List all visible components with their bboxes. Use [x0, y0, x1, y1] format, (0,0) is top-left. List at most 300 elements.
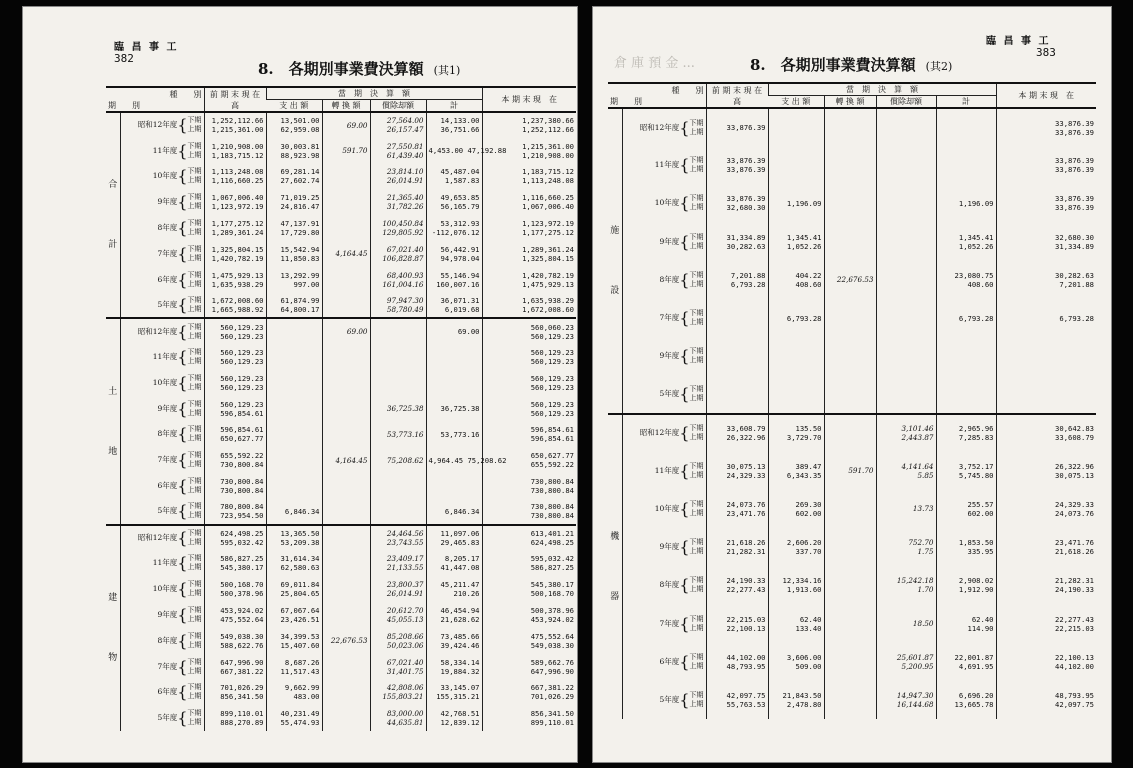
- value-cell: [482, 318, 576, 344]
- upper-half-value: 335.95: [967, 547, 994, 557]
- period-label: [120, 164, 204, 190]
- period-label: [120, 138, 204, 164]
- value-cell: [482, 344, 576, 370]
- lower-half-label: 下: [689, 461, 697, 470]
- half-labels: [690, 156, 704, 174]
- term-label: 期: [194, 167, 202, 176]
- value-cell: [824, 337, 876, 375]
- value-cell: [824, 108, 876, 146]
- value-cell: [706, 184, 768, 222]
- brace-glyph: {: [679, 270, 690, 290]
- lower-half-value: 560,129.23: [530, 399, 574, 409]
- value-cell: [204, 705, 266, 731]
- period-year: 11年度: [152, 558, 178, 568]
- value-cell: [266, 576, 322, 602]
- lower-half-value: 1,289,361.24: [522, 244, 574, 254]
- period-year: 10年度: [152, 377, 178, 387]
- value-cell: [876, 528, 936, 566]
- lower-half-value: 1,672,008.60: [211, 295, 264, 305]
- brace-glyph: {: [679, 537, 690, 557]
- lower-half-value: 33,145.07: [440, 683, 480, 693]
- term-label: 期: [194, 193, 202, 202]
- upper-half-value: 701,026.29: [530, 692, 574, 702]
- value-cell: [936, 337, 996, 375]
- brace-glyph: {: [177, 295, 188, 315]
- lower-half-value: 85,208.66: [386, 631, 424, 641]
- table-row: [106, 628, 576, 654]
- upper-half-value: 596,854.61: [530, 434, 574, 444]
- lower-half-value: 780,800.84: [220, 502, 264, 512]
- value-cell: [266, 267, 322, 293]
- lower-half-value: 4,164.45: [335, 249, 368, 259]
- value-cell: [996, 146, 1096, 184]
- lower-half-value: 2,908.02: [958, 576, 994, 586]
- value-cell: [426, 215, 482, 241]
- period-year: 9年度: [659, 542, 680, 552]
- value-cell: [266, 525, 322, 551]
- lower-half-value: 545,380.17: [530, 580, 574, 590]
- lower-half-value: 69.00: [457, 327, 480, 337]
- expense-header: 支 出 額: [266, 100, 322, 113]
- half-labels: [188, 400, 202, 418]
- value-cell: [706, 452, 768, 490]
- upper-half-label: 上: [187, 538, 195, 547]
- period-label: [622, 681, 706, 719]
- upper-half-label: 上: [187, 382, 195, 391]
- upper-half-value: 647,996.90: [530, 666, 574, 676]
- value-cell: [322, 241, 370, 267]
- lower-half-label: 下: [689, 384, 697, 393]
- lower-half-label: 下: [187, 529, 195, 538]
- upper-half-value: 11,517.43: [280, 666, 320, 676]
- table-row: [608, 337, 1096, 375]
- value-cell: [482, 396, 576, 422]
- period-label: [120, 499, 204, 525]
- term-label: 期: [696, 699, 704, 708]
- lower-half-value: 36,071.31: [440, 295, 480, 305]
- upper-half-label: 上: [187, 357, 195, 366]
- value-cell: [204, 164, 266, 190]
- left-header: 臨 昌 事 工: [114, 42, 179, 53]
- term-label: 期: [194, 408, 202, 417]
- period-year: 昭和12年度: [639, 122, 680, 132]
- lower-half-value: 30,075.13: [726, 461, 766, 471]
- upper-half-value: 133.40: [795, 623, 822, 633]
- half-labels: [188, 709, 202, 727]
- term-label: 期: [194, 253, 202, 262]
- upper-half-value: 12,839.12: [440, 718, 480, 728]
- value-cell: [768, 337, 824, 375]
- right-table-body: [608, 108, 1096, 719]
- value-cell: [370, 422, 426, 448]
- upper-half-value: 26,322.96: [726, 433, 766, 443]
- lower-half-value: 1,215,361.00: [522, 141, 574, 151]
- upper-half-value: 24,190.33: [1055, 585, 1094, 595]
- value-cell: [426, 654, 482, 680]
- value-cell: [322, 473, 370, 499]
- term-label: 期: [696, 393, 704, 402]
- value-cell: [426, 551, 482, 577]
- value-cell: [768, 375, 824, 413]
- half-labels: [188, 554, 202, 572]
- upper-half-value: 624,498.25: [530, 538, 574, 548]
- upper-half-label: 上: [187, 615, 195, 624]
- upper-half-value: 7,201.88: [1059, 279, 1094, 289]
- period-label: [622, 299, 706, 337]
- lower-half-label: 下: [689, 309, 697, 318]
- value-cell: [482, 602, 576, 628]
- period-year: 10年度: [654, 503, 680, 513]
- term-label: 期: [696, 623, 704, 632]
- lower-half-value: 1,177,275.12: [211, 219, 264, 229]
- upper-half-value: 899,110.01: [530, 718, 574, 728]
- value-cell: [482, 164, 576, 190]
- period-year: 9年度: [659, 351, 680, 361]
- period-year: 5年度: [157, 713, 178, 723]
- value-cell: [426, 499, 482, 525]
- value-cell: [370, 654, 426, 680]
- brace-glyph: {: [177, 450, 188, 470]
- value-cell: [876, 414, 936, 452]
- upper-half-label: 上: [187, 692, 195, 701]
- term-label: 期: [696, 499, 704, 508]
- lower-half-label: 下: [187, 631, 195, 640]
- lower-half-value: 13.73: [912, 504, 934, 514]
- table-row: [106, 293, 576, 319]
- value-cell: [322, 680, 370, 706]
- value-cell: [824, 452, 876, 490]
- upper-half-label: 上: [689, 470, 697, 479]
- right-ghost-text: 倉 庫 預 金 ...: [614, 56, 695, 71]
- upper-half-value: 595,032.42: [220, 538, 264, 548]
- value-cell: [266, 164, 322, 190]
- lower-half-value: 22,676.53: [836, 275, 874, 285]
- current-period-header: 當 期 決 算 額: [266, 87, 482, 100]
- upper-half-value: 591.70: [848, 466, 874, 476]
- upper-half-label: 上: [187, 434, 195, 443]
- lower-half-value: 42,768.51: [440, 709, 480, 719]
- period-year: 5年度: [157, 506, 178, 516]
- value-cell: [936, 490, 996, 528]
- half-labels: [690, 385, 704, 403]
- value-cell: [768, 643, 824, 681]
- upper-half-value: 41,447.08: [440, 563, 480, 573]
- upper-half-value: 6,343.35: [786, 470, 822, 480]
- upper-half-value: 586,827.25: [530, 563, 574, 573]
- term-label: 期: [194, 460, 202, 469]
- value-cell: [482, 241, 576, 267]
- upper-half-value: 1,196.09: [958, 198, 994, 208]
- value-cell: [322, 164, 370, 190]
- lower-half-value: 36,725.38: [386, 404, 424, 414]
- lower-half-label: 下: [187, 683, 195, 692]
- total-header: 計: [426, 100, 482, 113]
- table-row: [608, 261, 1096, 299]
- upper-half-label: 上: [689, 547, 697, 556]
- value-cell: [322, 525, 370, 551]
- table-row: [106, 473, 576, 499]
- table-row: [106, 370, 576, 396]
- upper-half-label: 上: [689, 585, 697, 594]
- value-cell: [482, 654, 576, 680]
- value-cell: [322, 551, 370, 577]
- value-cell: [996, 223, 1096, 261]
- lower-half-value: 730,800.84: [530, 477, 574, 487]
- value-cell: [768, 490, 824, 528]
- value-cell: [768, 452, 824, 490]
- lower-half-value: 40,231.49: [280, 709, 320, 719]
- upper-half-value: 29,465.83: [440, 538, 480, 548]
- period-year: 10年度: [152, 171, 178, 181]
- value-cell: [204, 654, 266, 680]
- period-year: 9年度: [157, 197, 178, 207]
- term-label: 期: [696, 309, 704, 318]
- lower-half-value: 69,281.14: [280, 167, 320, 177]
- value-cell: [204, 344, 266, 370]
- lower-half-value: 6,696.20: [958, 690, 994, 700]
- value-cell: [204, 189, 266, 215]
- value-cell: [370, 499, 426, 525]
- upper-half-value: 26,014.91: [386, 176, 424, 186]
- half-labels: [188, 219, 202, 237]
- brace-glyph: {: [177, 218, 188, 238]
- lower-half-value: 55,146.94: [440, 270, 480, 280]
- upper-half-label: 上: [187, 253, 195, 262]
- upper-half-value: 730,800.84: [220, 460, 264, 470]
- upper-half-value: 31,334.89: [1055, 241, 1094, 251]
- table-row: [608, 146, 1096, 184]
- upper-half-value: 114.90: [967, 623, 994, 633]
- value-cell: [322, 293, 370, 319]
- upper-half-value: 21,618.26: [1055, 547, 1094, 557]
- category-label: 機器: [608, 414, 622, 720]
- upper-half-value: 337.70: [795, 547, 822, 557]
- value-cell: [204, 628, 266, 654]
- period-year: 6年度: [659, 656, 680, 666]
- lower-half-label: 下: [689, 614, 697, 623]
- lower-half-value: 23,471.76: [1055, 538, 1094, 548]
- table-row: [106, 344, 576, 370]
- half-labels: [188, 142, 202, 160]
- term-label: 期: [696, 270, 704, 279]
- value-cell: [706, 490, 768, 528]
- lower-half-value: 560,129.23: [220, 322, 264, 332]
- term-label: 期: [194, 116, 202, 125]
- lower-half-value: 15,242.18: [896, 576, 934, 586]
- end-balance-header: 本 期 末 現 在: [996, 83, 1096, 108]
- term-label: 期: [194, 666, 202, 675]
- value-cell: [482, 499, 576, 525]
- upper-half-value: 17,729.80: [280, 228, 320, 238]
- expense-header: 支 出 額: [768, 96, 824, 109]
- period-label: [622, 452, 706, 490]
- table-row: [106, 138, 576, 164]
- lower-half-label: 下: [187, 244, 195, 253]
- lower-half-label: 下: [689, 690, 697, 699]
- lower-half-value: 1,475,929.13: [211, 270, 264, 280]
- table-row: [106, 525, 576, 551]
- term-label: 期: [194, 425, 202, 434]
- value-cell: [768, 414, 824, 452]
- lower-half-label: 下: [187, 373, 195, 382]
- table-row: [608, 108, 1096, 146]
- value-cell: [876, 643, 936, 681]
- value-cell: [266, 241, 322, 267]
- lower-half-value: 21,618.26: [726, 538, 766, 548]
- lower-half-value: 31,614.34: [280, 554, 320, 564]
- lower-half-value: 33,876.39: [1055, 194, 1094, 204]
- lower-half-value: 33,876.39: [1055, 156, 1094, 166]
- upper-half-value: 545,380.17: [220, 563, 264, 573]
- value-cell: [370, 344, 426, 370]
- upper-half-value: 62,580.63: [280, 563, 320, 573]
- term-label: 期: [696, 194, 704, 203]
- term-label: 期: [696, 118, 704, 127]
- period-label: [120, 602, 204, 628]
- lower-half-value: 53,773.16: [386, 429, 424, 439]
- term-label: 期: [696, 165, 704, 174]
- table-row: [106, 680, 576, 706]
- term-label: 期: [696, 424, 704, 433]
- period-year: 8年度: [157, 635, 178, 645]
- lower-half-value: 1,210,908.00: [211, 141, 264, 151]
- lower-half-value: 67,021.40: [386, 657, 424, 667]
- half-labels: [188, 374, 202, 392]
- period-year: 8年度: [659, 274, 680, 284]
- depreciation-header: 償除却額: [370, 100, 426, 113]
- lower-half-value: 560,129.23: [220, 399, 264, 409]
- period-label: [120, 705, 204, 731]
- value-cell: [936, 146, 996, 184]
- value-cell: [204, 602, 266, 628]
- end-balance-header: 本 期 末 現 在: [482, 87, 576, 112]
- lower-half-value: 45,211.47: [440, 580, 480, 590]
- lower-half-value: 1,420,782.19: [522, 270, 574, 280]
- lower-half-label: 下: [187, 606, 195, 615]
- lower-half-value: 73,485.66: [440, 631, 480, 641]
- lower-half-value: 23,814.10: [386, 167, 424, 177]
- upper-half-value: -112,076.12: [431, 228, 480, 238]
- lower-half-value: 730,800.84: [530, 502, 574, 512]
- term-label: 期: [194, 348, 202, 357]
- right-header: 臨 昌 事 工: [986, 36, 1051, 47]
- lower-half-value: 62.40: [971, 614, 994, 624]
- value-cell: [370, 602, 426, 628]
- period-label: [622, 566, 706, 604]
- value-cell: [266, 370, 322, 396]
- right-page: [592, 6, 1112, 763]
- value-cell: [824, 414, 876, 452]
- upper-half-value: 4,453.00 47,192.88: [428, 146, 507, 156]
- left-page: [22, 6, 578, 763]
- value-cell: [768, 223, 824, 261]
- half-labels: [690, 615, 704, 633]
- upper-half-value: 560,129.23: [530, 382, 574, 392]
- value-cell: [370, 473, 426, 499]
- upper-half-value: 106,828.87: [382, 253, 424, 263]
- lower-half-value: 667,381.22: [530, 683, 574, 693]
- lower-half-value: 24,190.33: [726, 576, 766, 586]
- value-cell: [370, 164, 426, 190]
- period-year: 7年度: [157, 661, 178, 671]
- value-cell: [482, 473, 576, 499]
- value-cell: [706, 528, 768, 566]
- term-label: 期: [194, 331, 202, 340]
- lower-half-value: 20,612.70: [386, 606, 424, 616]
- term-label: 期: [194, 451, 202, 460]
- value-cell: [824, 146, 876, 184]
- value-cell: [204, 680, 266, 706]
- upper-half-value: 62,959.08: [280, 125, 320, 135]
- upper-half-value: 730,800.84: [530, 511, 574, 521]
- period-year: 8年度: [659, 580, 680, 590]
- value-cell: [482, 370, 576, 396]
- value-cell: [426, 705, 482, 731]
- period-year: 7年度: [157, 248, 178, 258]
- period-label: [622, 414, 706, 452]
- value-cell: [370, 293, 426, 319]
- table-row: [106, 705, 576, 731]
- value-cell: [876, 681, 936, 719]
- lower-half-value: 899,110.01: [220, 709, 264, 719]
- period-year: 9年度: [157, 403, 178, 413]
- half-labels: [690, 538, 704, 556]
- lower-half-label: 下: [187, 167, 195, 176]
- table-row: [106, 447, 576, 473]
- value-cell: [936, 643, 996, 681]
- term-label: 期: [194, 219, 202, 228]
- lower-half-value: 97,947.30: [386, 295, 424, 305]
- upper-half-label: 上: [187, 486, 195, 495]
- lower-half-value: 30,282.63: [1055, 270, 1094, 280]
- value-cell: [768, 108, 824, 146]
- upper-half-value: 24,329.33: [726, 470, 766, 480]
- lower-half-value: 56,442.91: [440, 244, 480, 254]
- value-cell: [768, 261, 824, 299]
- table-row: [608, 299, 1096, 337]
- value-cell: [204, 576, 266, 602]
- value-cell: [322, 215, 370, 241]
- value-cell: [768, 299, 824, 337]
- upper-half-value: 44,102.00: [1055, 661, 1094, 671]
- lower-half-value: 596,854.61: [530, 425, 574, 435]
- upper-half-value: 1.75: [917, 547, 934, 557]
- value-cell: [482, 189, 576, 215]
- brace-glyph: {: [679, 384, 690, 404]
- term-label: 期: [194, 640, 202, 649]
- lower-half-value: 23,800.37: [386, 580, 424, 590]
- lower-half-label: 下: [187, 657, 195, 666]
- brace-glyph: {: [679, 346, 690, 366]
- period-label: [120, 189, 204, 215]
- value-cell: [322, 628, 370, 654]
- lower-half-value: 6,793.28: [786, 313, 822, 323]
- upper-half-value: 129,805.92: [382, 228, 424, 238]
- brace-glyph: {: [679, 614, 690, 634]
- table-row: [608, 681, 1096, 719]
- lower-half-value: 11,097.06: [440, 529, 480, 539]
- upper-half-value: 22,277.43: [726, 585, 766, 595]
- upper-half-value: 730,800.84: [530, 486, 574, 496]
- period-label: [120, 370, 204, 396]
- upper-half-label: 上: [689, 356, 697, 365]
- term-label: 期: [194, 718, 202, 727]
- upper-half-label: 上: [689, 508, 697, 517]
- upper-half-value: 33,876.39: [1055, 127, 1094, 137]
- table-row: [106, 215, 576, 241]
- term-label: 期: [194, 382, 202, 391]
- lower-half-value: 624,498.25: [220, 529, 264, 539]
